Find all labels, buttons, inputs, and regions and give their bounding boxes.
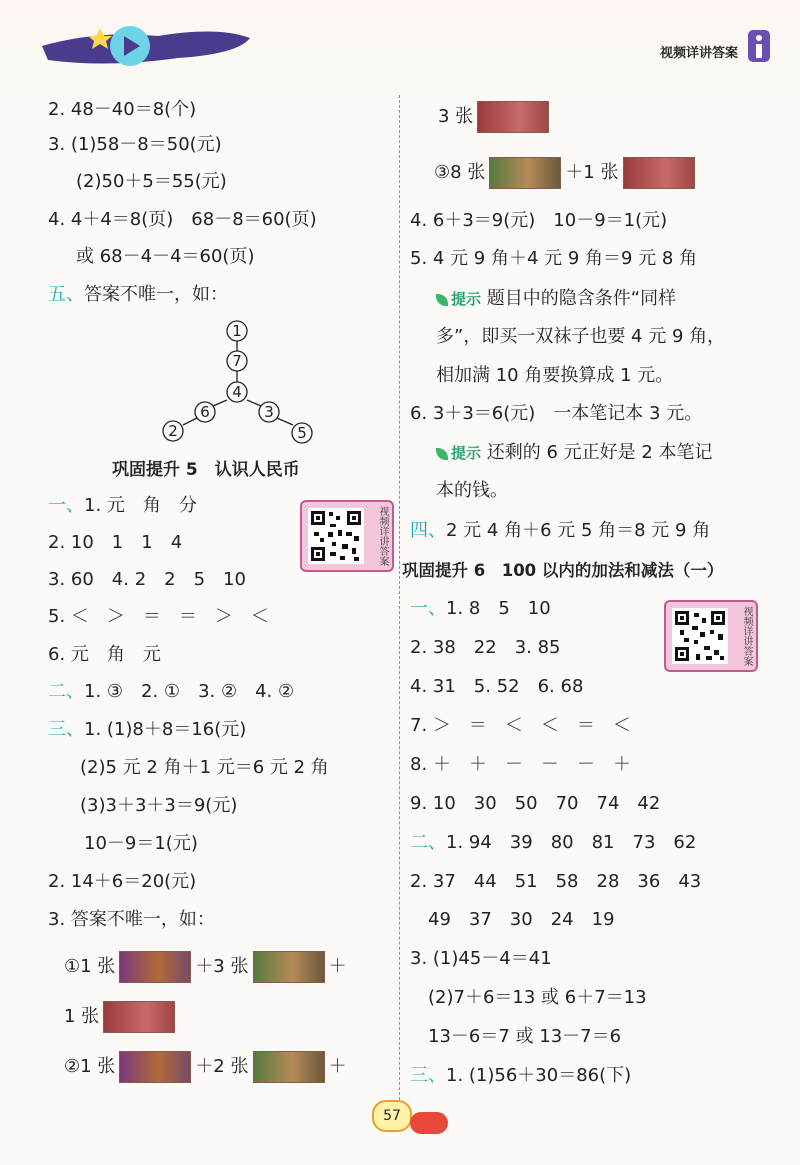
five-yuan-note-image <box>119 1051 191 1083</box>
tree-node: 7 <box>232 352 242 370</box>
answer-line: (2)5 元 2 角＋1 元＝6 元 2 角 <box>80 757 329 778</box>
section-text: 1. 94 39 80 81 73 62 <box>446 832 697 853</box>
answer-line: 8. ＋ ＋ － － － ＋ <box>410 754 631 775</box>
section-heading <box>410 597 551 621</box>
submarine-icon <box>410 1112 448 1134</box>
answer-line: 4. 4＋4＝8(页) 68－8＝60(页) <box>48 209 317 230</box>
section-text: 1. (1)56＋30＝86(下) <box>446 1065 632 1086</box>
section-text: 1. ③ 2. ① 3. ② 4. ② <box>84 681 295 702</box>
qr-label: 视频详讲答案 <box>377 506 388 566</box>
section-heading <box>410 1064 631 1088</box>
tree-node: 4 <box>232 383 242 401</box>
answer-line: 7. ＞ ＝ ＜ ＜ ＝ ＜ <box>410 715 631 736</box>
answer-line: 2. 10 1 1 4 <box>48 532 183 553</box>
qr-code-icon <box>308 508 364 564</box>
five-jiao-note-image <box>103 1001 175 1033</box>
answer-line: 4. 6＋3＝9(元) 10－9＝1(元) <box>410 210 668 231</box>
answer-line: 3. (1)45－4＝41 <box>410 948 552 969</box>
answer-line: 3. (1)58－8＝50(元) <box>48 134 222 155</box>
qr-code[interactable] <box>300 500 394 572</box>
hint-line: 多”，即买一双袜子也要 4 元 9 角， <box>436 326 726 347</box>
one-yuan-note-image <box>489 157 561 189</box>
answer-line: 2. 48－40＝8(个) <box>48 99 197 120</box>
section-text: 1. (1)8＋8＝16(元) <box>84 719 247 740</box>
answer-line: 2. 14＋6＝20(元) <box>48 871 197 892</box>
section-tag: 一、 <box>48 495 84 516</box>
section-heading <box>48 283 228 307</box>
hint-line: 相加满 10 角要换算成 1 元。 <box>436 365 674 386</box>
answer-line: 或 68－4－4＝60(页) <box>76 246 255 267</box>
tree-node: 5 <box>297 424 307 442</box>
info-icon <box>746 28 772 64</box>
tree-node: 2 <box>168 422 178 440</box>
five-jiao-note-image <box>477 101 549 133</box>
tree-node: 1 <box>232 322 242 340</box>
page-number: 57 <box>372 1100 412 1132</box>
section-heading <box>48 494 197 518</box>
qr-code[interactable] <box>664 600 758 672</box>
section-heading <box>48 718 246 742</box>
money-text: ③8 张 <box>434 162 486 183</box>
money-text: 3 张 <box>438 106 474 127</box>
money-text: ＋ <box>328 1056 347 1077</box>
hint-tag: 提示 <box>436 444 481 462</box>
money-line <box>434 156 699 190</box>
hint-text: 题目中的隐含条件“同样 <box>486 288 677 309</box>
section-text: 1. 8 5 10 <box>446 598 551 619</box>
money-line <box>64 1000 179 1034</box>
answer-line: 49 37 30 24 19 <box>428 909 615 930</box>
leaf-icon <box>436 448 448 460</box>
header-decoration <box>38 20 253 72</box>
money-line <box>438 100 553 134</box>
section-tag: 五、 <box>48 284 84 305</box>
answer-line: 2. 38 22 3. 85 <box>410 637 561 658</box>
section-tag: 三、 <box>410 1065 446 1086</box>
five-yuan-note-image <box>119 951 191 983</box>
answer-line: 5. ＜ ＞ ＝ ＝ ＞ ＜ <box>48 606 269 627</box>
section-text: 1. 元 角 分 <box>84 495 197 516</box>
one-yuan-note-image <box>253 1051 325 1083</box>
section-tag: 二、 <box>48 681 84 702</box>
money-line <box>64 1050 347 1084</box>
section-heading <box>410 831 696 855</box>
section-tag: 四、 <box>410 520 446 541</box>
hint-line <box>436 441 713 465</box>
answer-line: (2)50＋5＝55(元) <box>76 171 227 192</box>
leaf-icon <box>436 294 448 306</box>
answer-line: (3)3＋3＋3＝9(元) <box>80 795 238 816</box>
section-title: 巩固提升 5 认识人民币 <box>112 460 300 480</box>
section-text: 2 元 4 角＋6 元 5 角＝8 元 9 角 <box>446 520 711 541</box>
money-text: ②1 张 <box>64 1056 116 1077</box>
tree-node: 3 <box>264 403 274 421</box>
answer-line: 10－9＝1(元) <box>84 833 198 854</box>
hint-text: 还剩的 6 元正好是 2 本笔记 <box>486 442 713 463</box>
section-text: 答案不唯一，如： <box>84 284 228 305</box>
answer-line: 5. 4 元 9 角＋4 元 9 角＝9 元 8 角 <box>410 248 698 269</box>
money-text: ①1 张 <box>64 956 116 977</box>
answer-line: 3. 60 4. 2 2 5 10 <box>48 569 246 590</box>
qr-label: 视频详讲答案 <box>741 606 752 666</box>
five-jiao-note-image <box>623 157 695 189</box>
money-text: ＋3 张 <box>195 956 249 977</box>
answer-line: 13－6＝7 或 13－7＝6 <box>428 1026 622 1047</box>
answer-line: (2)7＋6＝13 或 6＋7＝13 <box>428 987 647 1008</box>
section-heading <box>48 680 294 704</box>
answer-line: 2. 37 44 51 58 28 36 43 <box>410 871 702 892</box>
section-title: 巩固提升 6 100 以内的加法和减法（一） <box>402 561 724 580</box>
section-tag: 二、 <box>410 832 446 853</box>
answer-line: 6. 元 角 元 <box>48 644 161 665</box>
answer-line: 4. 31 5. 52 6. 68 <box>410 676 584 697</box>
column-divider <box>399 95 400 1105</box>
number-tree-diagram <box>155 318 325 448</box>
qr-code-icon <box>672 608 728 664</box>
money-line <box>64 950 347 984</box>
answer-line: 6. 3＋3＝6(元) 一本笔记本 3 元。 <box>410 403 703 424</box>
money-text: ＋2 张 <box>195 1056 249 1077</box>
money-text: ＋ <box>328 956 347 977</box>
section-tag: 一、 <box>410 598 446 619</box>
money-text: 1 张 <box>64 1006 100 1027</box>
header-title: 视频详讲答案 <box>659 46 738 61</box>
hint-line: 本的钱。 <box>436 480 508 501</box>
one-yuan-note-image <box>253 951 325 983</box>
money-text: ＋1 张 <box>565 162 619 183</box>
tree-node: 6 <box>200 403 210 421</box>
hint-tag: 提示 <box>436 290 481 308</box>
section-tag: 三、 <box>48 719 84 740</box>
answer-line: 3. 答案不唯一，如： <box>48 909 215 930</box>
hint-line <box>436 287 676 311</box>
answer-line: 9. 10 30 50 70 74 42 <box>410 793 661 814</box>
section-heading <box>410 519 710 543</box>
